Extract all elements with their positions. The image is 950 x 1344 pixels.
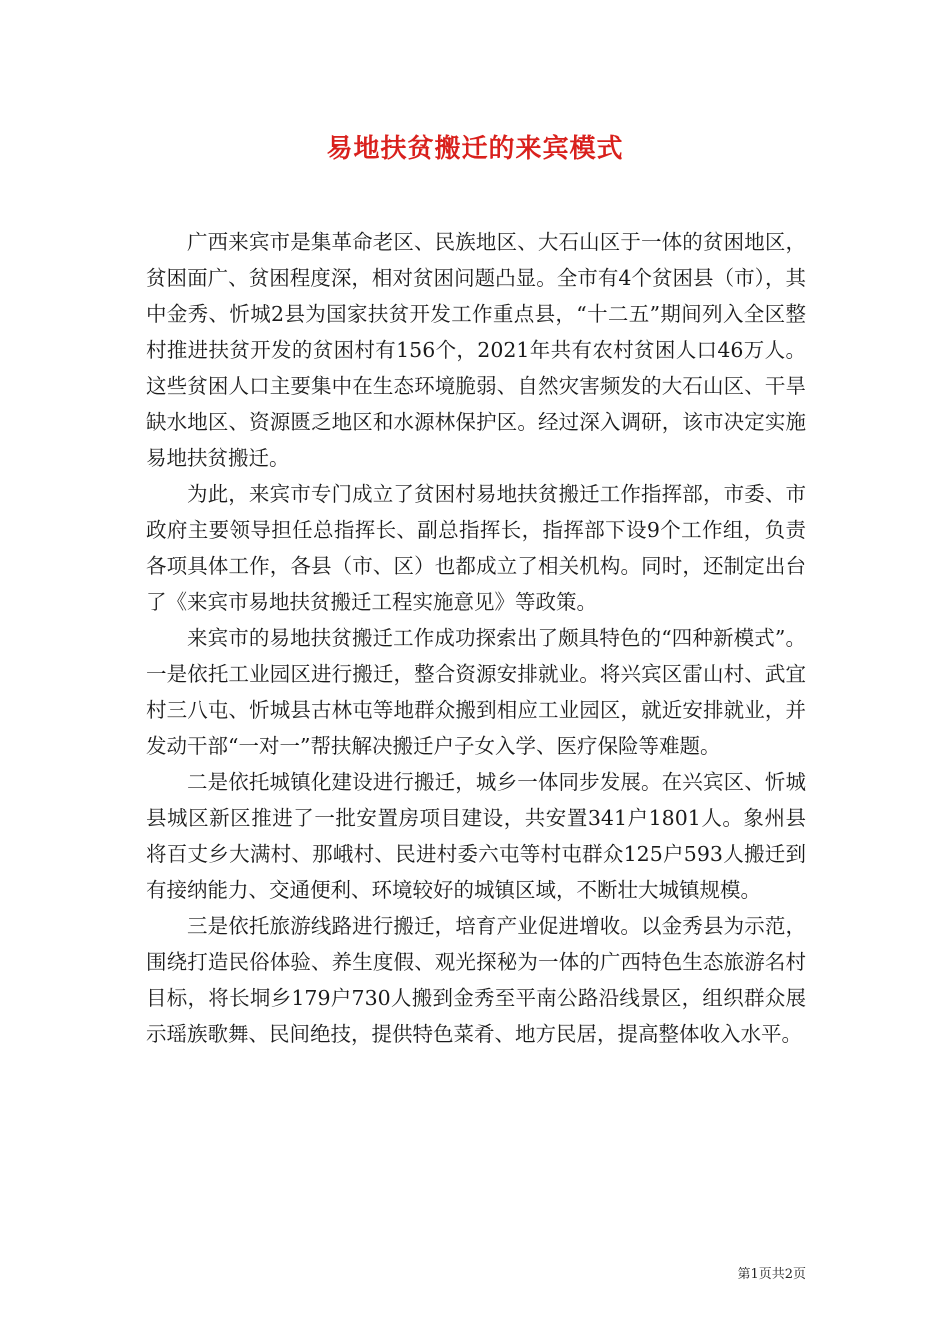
page-number-footer: 第1页共2页: [737, 1267, 806, 1282]
document-title: 易地扶贫搬迁的来宾模式: [326, 134, 624, 164]
paragraph-1: 广西来宾市是集革命老区、民族地区、大石山区于一体的贫困地区，贫困面广、贫困程度深，相对贫困问题凸显。全市有4个贫困县（市），其中金秀、忻城2县为国家扶贫开发工作重点县，“十二五”期间列入全区整村推进扶贫开发的贫困村有156个，2021年共有农村贫困人口46万人。这些贫困人口主要集中在生态环境脆弱、自然灾害频发的大石山区、干旱缺水地区、资源匮乏地区和水源林保护区。经过深入调研，该市决定实施易地扶贫搬迁。: [146, 230, 806, 470]
paragraph-2: 为此，来宾市专门成立了贫困村易地扶贫搬迁工作指挥部，市委、市政府主要领导担任总指挥长、副总指挥长，指挥部下设9个工作组，负责各项具体工作，各县（市、区）也都成立了相关机构。同时，还制定出台了《来宾市易地扶贫搬迁工程实施意见》等政策。: [146, 482, 806, 614]
paragraph-4: 二是依托城镇化建设进行搬迁，城乡一体同步发展。在兴宾区、忻城县城区新区推进了一批安置房项目建设，共安置341户1801人。象州县将百丈乡大满村、那峨村、民进村委六屯等村屯群众125户593人搬迁到有接纳能力、交通便利、环境较好的城镇区域，不断壮大城镇规模。: [146, 770, 806, 902]
document-body: [146, 224, 806, 1052]
paragraph-3: 来宾市的易地扶贫搬迁工作成功探索出了颇具特色的“四种新模式”。一是依托工业园区进行搬迁，整合资源安排就业。将兴宾区雷山村、武宜村三八屯、忻城县古林屯等地群众搬到相应工业园区，就近安排就业，并发动干部“一对一”帮扶解决搬迁户子女入学、医疗保险等难题。: [146, 626, 806, 758]
paragraph-5: 三是依托旅游线路进行搬迁，培育产业促进增收。以金秀县为示范，围绕打造民俗体验、养生度假、观光探秘为一体的广西特色生态旅游名村目标，将长垌乡179户730人搬到金秀至平南公路沿线景区，组织群众展示瑶族歌舞、民间绝技，提供特色菜肴、地方民居，提高整体收入水平。: [146, 914, 806, 1046]
